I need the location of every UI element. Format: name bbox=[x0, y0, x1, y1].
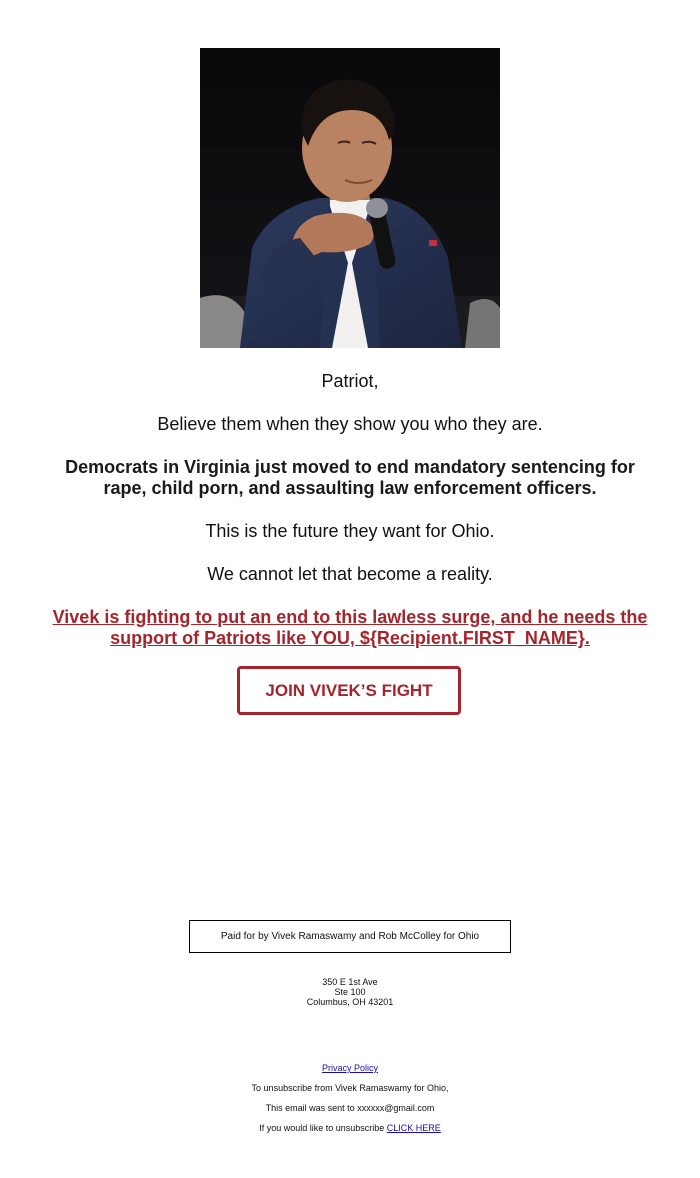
sent-to-text: This email was sent to xxxxxx@gmail.com bbox=[265, 1103, 435, 1113]
join-fight-button[interactable]: JOIN VIVEK’S FIGHT bbox=[237, 666, 461, 715]
unsubscribe-link[interactable]: CLICK HERE bbox=[386, 1123, 441, 1133]
address-line-1: 350 E 1st Ave bbox=[322, 977, 378, 987]
hero-photo bbox=[200, 48, 500, 348]
portrait-image bbox=[200, 48, 500, 348]
bold-paragraph: Democrats in Virginia just moved to end mandatory sentencing for rape, child porn, and assaulting law enforcement officers. bbox=[65, 457, 635, 498]
privacy-row bbox=[100, 1062, 600, 1074]
unsubscribe-prefix: If you would like to unsubscribe bbox=[259, 1123, 387, 1133]
paid-for-disclaimer: Paid for by Vivek Ramaswamy and Rob McColley for Ohio bbox=[189, 920, 511, 953]
body-line-future: This is the future they want for Ohio. bbox=[205, 521, 495, 541]
unsubscribe-from-text: To unsubscribe from Vivek Ramaswamy for Ohio, bbox=[251, 1083, 449, 1093]
address-line-3: Columbus, OH 43201 bbox=[306, 997, 394, 1007]
body-line-believe: Believe them when they show you who they are. bbox=[157, 414, 543, 434]
greeting: Patriot, bbox=[321, 371, 379, 391]
body-line-reality: We cannot let that become a reality. bbox=[207, 564, 493, 584]
address-line-2: Ste 100 bbox=[334, 987, 366, 997]
privacy-policy-link[interactable]: Privacy Policy bbox=[321, 1063, 378, 1073]
unsubscribe-row bbox=[100, 1122, 600, 1134]
donate-link-paragraph[interactable]: Vivek is fighting to put an end to this lawless surge, and he needs the support of Patriots like YOU, ${Recipient.FIRST_NAME}. bbox=[52, 607, 648, 648]
